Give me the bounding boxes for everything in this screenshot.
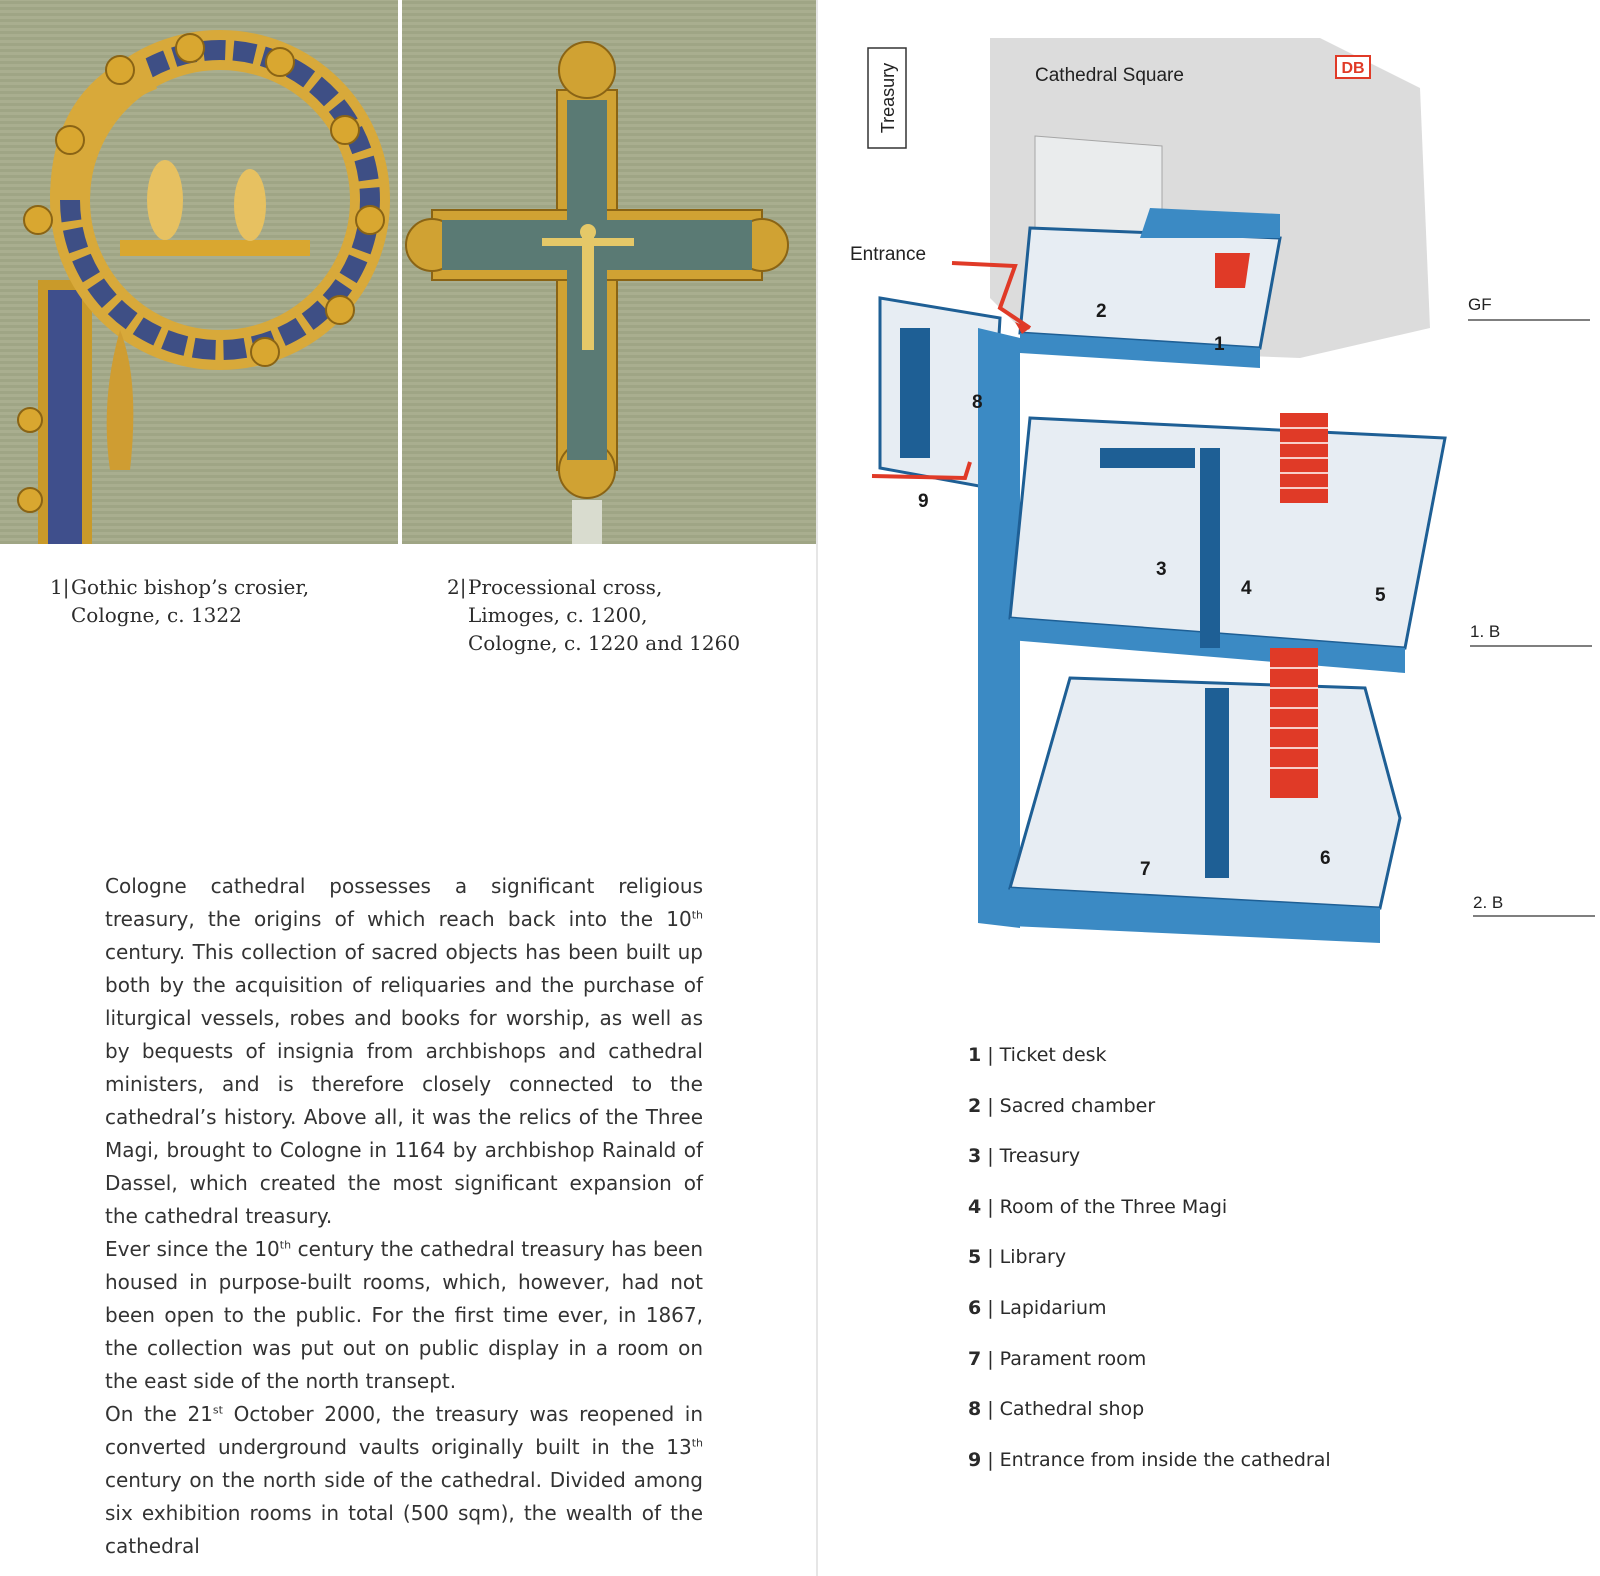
level-label: GF: [1468, 295, 1492, 314]
caption-line: Cologne, c. 1322: [71, 603, 242, 627]
caption-line: Cologne, c. 1220 and 1260: [468, 631, 741, 655]
cross-photo: [402, 0, 816, 544]
room-number: 8: [972, 392, 983, 413]
room-number: 1: [1214, 334, 1225, 355]
room-number: 7: [1140, 859, 1151, 880]
room-number: 5: [1375, 585, 1386, 606]
cross-illustration: [402, 0, 816, 544]
room-number: 2: [1096, 301, 1107, 322]
legend-item: 8 | Cathedral shop: [968, 1398, 1145, 1421]
db-label: DB: [1341, 60, 1365, 77]
room-number: 9: [918, 491, 929, 512]
caption-line: Limoges, c. 1200,: [468, 603, 648, 627]
stairs-lower: [1270, 648, 1318, 798]
entrance-label: Entrance: [850, 244, 927, 265]
legend-item: 1 | Ticket desk: [968, 1044, 1107, 1066]
paragraph: Ever since the 10th century the cathedral treasury has been housed in purpose-built rooms, which, however, had not been open to the public. For the first time ever, in 1867, the collection was put out on public display in a room on the east side of the north transept.: [105, 1237, 703, 1393]
level-label: 1. B: [1470, 622, 1501, 641]
room-number: 6: [1320, 848, 1331, 869]
cathedral-square-label: Cathedral Square: [1035, 65, 1184, 86]
treasury-floor-plan: [850, 28, 1600, 998]
caption-line: Gothic bishop’s crosier,: [71, 575, 310, 599]
paragraph: Cologne cathedral possesses a significant religious treasury, the origins of which reach back into the 10th century. This collection of sacred objects has been built up both by the acquisition of reliquaries and the purchase of liturgical vessels, robes and books for worship, as well as by bequests of insignia from archbishops and cathedral ministers, and is therefore closely connected to the cathedral’s history. Above all, it was the relics of the Three Magi, brought to Cologne in 1164 by archbishop Rainald of Dassel, which created the most significant expansion of the cathedral treasury.: [105, 874, 703, 1228]
legend-item: 7 | Parament room: [968, 1347, 1147, 1370]
body-text: [105, 870, 703, 1563]
cross-caption: [447, 573, 741, 657]
room-number: 4: [1241, 578, 1252, 599]
room-number: 3: [1156, 559, 1167, 580]
caption-number: 1|: [50, 575, 70, 599]
legend-item: 5 | Library: [968, 1246, 1067, 1269]
treasury-label: Treasury: [878, 62, 898, 134]
room-legend: [968, 1044, 1468, 1499]
paragraph: On the 21st October 2000, the treasury was reopened in converted underground vaults originally built in the 13th century on the north side of the cathedral. Divided among six exhibition rooms in total (500 sqm), the wealth of the cathedral: [105, 1402, 703, 1558]
level-label: 2. B: [1473, 893, 1504, 912]
page-fold: [816, 0, 818, 1576]
legend-item: 3 | Treasury: [968, 1145, 1081, 1168]
legend-item: 9 | Entrance from inside the cathedral: [968, 1448, 1331, 1471]
caption-number: 2|: [447, 575, 467, 599]
first-basement: [1010, 418, 1445, 648]
legend-item: 2 | Sacred chamber: [968, 1094, 1156, 1117]
crosier-caption: [50, 573, 310, 629]
legend-item: 6 | Lapidarium: [968, 1296, 1107, 1319]
legend-item: 4 | Room of the Three Magi: [968, 1195, 1228, 1218]
caption-line: Processional cross,: [468, 575, 663, 599]
crosier-photo: [0, 0, 398, 544]
crosier-illustration: [0, 0, 398, 544]
